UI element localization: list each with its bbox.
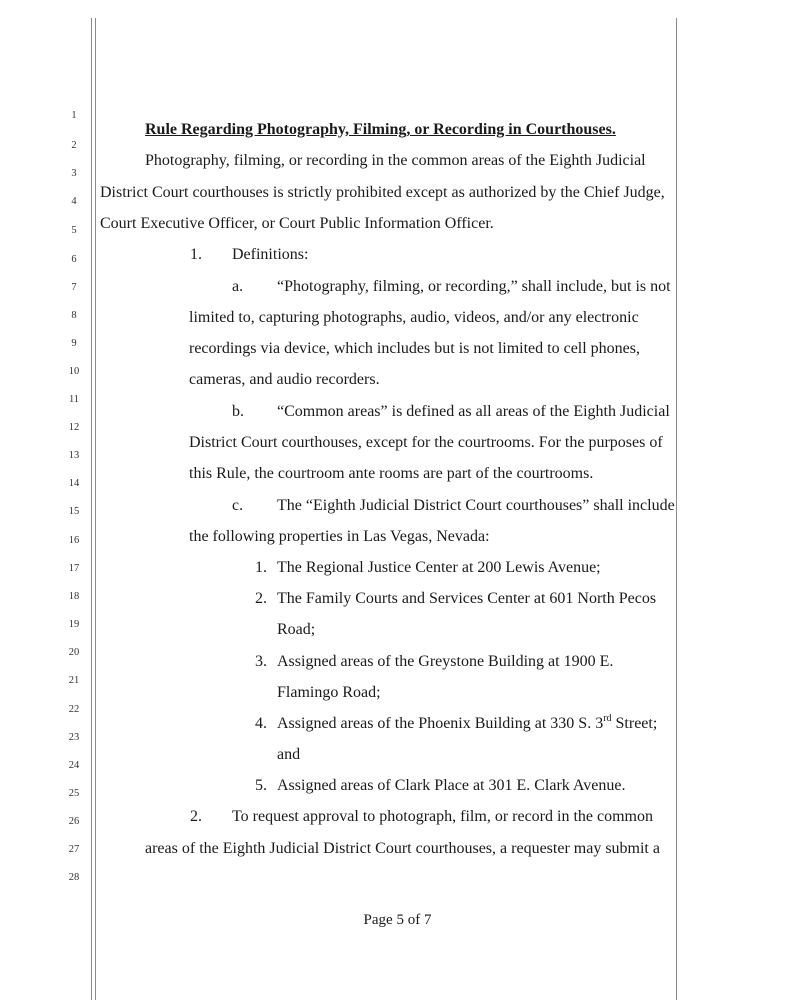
list-item: Flamingo Road; [277,684,381,701]
line-number: 14 [68,478,80,489]
line-number: 11 [68,394,80,405]
list-item: and [277,746,301,763]
definition-line: this Rule, the courtroom ante rooms are part of the courtrooms. [189,465,594,482]
list-item-text: Assigned areas of the Phoenix Building at 330 S. 3 [277,715,604,732]
list-number: 5. [255,777,267,794]
line-number: 13 [68,450,80,461]
line-number: 17 [68,563,80,574]
definition-line: recordings via device, which includes but is not limited to cell phones, [189,340,641,357]
definition-line: District Court courthouses, except for the courtrooms. For the purposes of [189,434,663,451]
section-number: 1. [190,246,202,263]
list-number: 4. [255,715,267,732]
line-number: 1 [71,110,77,121]
list-number: 1. [255,559,267,576]
line-number: 28 [68,872,80,883]
line-number: 3 [71,168,77,179]
line-number: 7 [71,282,77,293]
list-number: 2. [255,590,267,607]
line-number: 12 [68,422,80,433]
definition-line: limited to, capturing photographs, audio, videos, and/or any electronic [189,309,639,326]
left-margin-line [91,18,92,1000]
line-number: 18 [68,591,80,602]
list-item: The Family Courts and Services Center at 601 North Pecos [277,590,657,607]
line-number: 5 [71,225,77,236]
rule-title: Rule Regarding Photography, Filming, or Recording in Courthouses. [145,121,616,138]
paragraph-line: To request approval to photograph, film, or record in the common [232,808,653,825]
superscript: rd [603,712,612,724]
definition-line: “Common areas” is defined as all areas of the Eighth Judicial [277,403,670,420]
list-item: Assigned areas of Clark Place at 301 E. Clark Avenue. [277,777,626,794]
list-number: 3. [255,653,267,670]
line-number: 19 [68,619,80,630]
definition-line: “Photography, filming, or recording,” shall include, but is not [277,278,671,295]
list-item: Assigned areas of the Greystone Building at 1900 E. [277,653,614,670]
line-number: 24 [68,760,80,771]
definition-line: The “Eighth Judicial District Court courthouses” shall include [277,497,675,514]
list-item: Road; [277,621,316,638]
item-letter: a. [232,278,244,295]
line-number: 10 [68,366,80,377]
line-number: 8 [71,310,77,321]
line-number: 2 [71,140,77,151]
paragraph-line: areas of the Eighth Judicial District Court courthouses, a requester may submit a [145,840,660,857]
section-heading: Definitions: [232,246,309,263]
intro-line: Photography, filming, or recording in the common areas of the Eighth Judicial [145,152,646,169]
line-number: 20 [68,647,80,658]
line-number: 22 [68,704,80,715]
left-margin-line [95,18,96,1000]
item-letter: c. [232,497,244,514]
line-number: 26 [68,816,80,827]
line-number: 21 [68,675,80,686]
line-number: 15 [68,506,80,517]
item-letter: b. [232,403,244,420]
line-number: 25 [68,788,80,799]
intro-line: Court Executive Officer, or Court Public Information Officer. [100,215,494,232]
line-number: 9 [71,338,77,349]
definition-line: cameras, and audio recorders. [189,371,380,388]
section-number: 2. [190,808,202,825]
right-margin-line [676,18,677,1000]
line-number: 16 [68,535,80,546]
definition-line: the following properties in Las Vegas, Nevada: [189,528,490,545]
line-number: 27 [68,844,80,855]
line-number: 23 [68,732,80,743]
list-item [277,712,658,733]
line-number: 6 [71,254,77,265]
page-number: Page 5 of 7 [363,912,432,928]
intro-line: District Court courthouses is strictly prohibited except as authorized by the Chief Judge, [100,184,665,201]
list-item-text: Street; [611,715,658,732]
line-number: 4 [71,196,77,207]
list-item: The Regional Justice Center at 200 Lewis Avenue; [277,559,601,576]
